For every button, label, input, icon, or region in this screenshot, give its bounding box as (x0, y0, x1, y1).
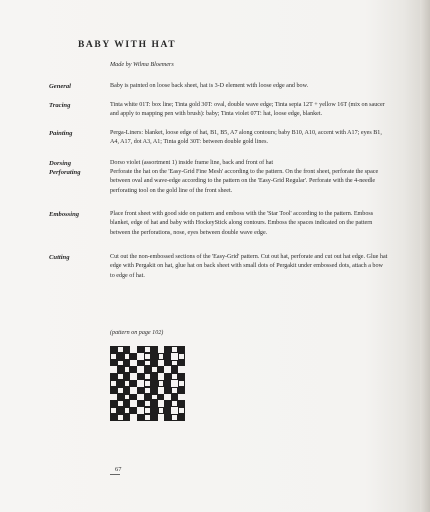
grid-cell (144, 373, 151, 380)
grid-cell (144, 366, 151, 373)
grid-cell (124, 380, 131, 387)
section-label: Perforating (49, 169, 81, 176)
grid-cell (124, 387, 131, 394)
grid-cell (164, 407, 171, 414)
grid-cell (130, 346, 137, 353)
grid-cell (158, 414, 165, 421)
grid-cell (124, 414, 131, 421)
section-text: Perforate the hat on the 'Easy-Grid Fine Mesh' according to the pattern. On the front sheet, perforate the space between oval and wave-edge according to the pattern on the 'Easy-Grid Regular'. Perforate with the 4-needle perforating tool on the gold line of the front sheet. (110, 169, 379, 194)
grid-cell (117, 387, 124, 394)
grid-cell (137, 380, 144, 387)
grid-cell (164, 360, 171, 367)
grid-cell (178, 407, 185, 414)
grid-cell (137, 387, 144, 394)
grid-cell (110, 414, 117, 421)
grid-cell (110, 380, 117, 387)
grid-cell (137, 373, 144, 380)
grid-cell (110, 346, 117, 353)
grid-cell (137, 366, 144, 373)
grid-cell (164, 414, 171, 421)
grid-cell (144, 394, 151, 401)
grid-cell (164, 353, 171, 360)
grid-cell (158, 366, 165, 373)
section-text: Dorso violet (assortment 1) inside frame line, back and front of hat (110, 160, 274, 166)
grid-cell (110, 353, 117, 360)
page-binding-shadow (420, 0, 430, 512)
grid-cell (117, 373, 124, 380)
section-text: Place front sheet with good side on pattern and emboss with the 'Star Tool' according to the pattern. Emboss blanket, edge of hat and baby with HockeyStick along contours. Emboss the spaces indicated on the pattern between the perforations, nose, eyes between double wave edge. (110, 211, 374, 236)
grid-cell (178, 380, 185, 387)
grid-cell (151, 414, 158, 421)
grid-cell (178, 373, 185, 380)
grid-cell (124, 394, 131, 401)
section-text: Perga-Liners: blanket, loose edge of hat, B1, B5, A7 along contours; baby B10, A10, accent with A17; eyes B1, A4, A17, dot A3, A1; Tinta gold 30T: between double gold lines. (110, 130, 382, 146)
grid-cell (151, 360, 158, 367)
grid-cell (137, 414, 144, 421)
grid-cell (158, 407, 165, 414)
grid-cell (171, 414, 178, 421)
grid-cell (117, 366, 124, 373)
grid-cell (171, 353, 178, 360)
grid-cell (130, 366, 137, 373)
grid-cell (137, 407, 144, 414)
grid-cell (171, 400, 178, 407)
grid-cell (178, 366, 185, 373)
grid-cell (137, 346, 144, 353)
grid-cell (151, 407, 158, 414)
grid-cell (158, 387, 165, 394)
grid-cell (110, 394, 117, 401)
grid-cell (117, 394, 124, 401)
grid-cell (178, 387, 185, 394)
grid-cell (110, 407, 117, 414)
grid-cell (124, 346, 131, 353)
grid-cell (137, 353, 144, 360)
page-title: BABY WITH HAT (78, 40, 177, 50)
grid-cell (110, 366, 117, 373)
grid-cell (171, 380, 178, 387)
byline: Made by Wilma Bloemers (110, 61, 174, 68)
grid-cell (158, 400, 165, 407)
grid-cell (171, 387, 178, 394)
grid-cell (130, 387, 137, 394)
grid-cell (158, 346, 165, 353)
grid-cell (130, 407, 137, 414)
section-label: Tracing (49, 102, 71, 109)
grid-cell (144, 360, 151, 367)
grid-cell (158, 353, 165, 360)
grid-cell (151, 387, 158, 394)
grid-cell (151, 400, 158, 407)
grid-cell (164, 346, 171, 353)
grid-cell (158, 373, 165, 380)
grid-cell (144, 400, 151, 407)
grid-cell (117, 414, 124, 421)
grid-cell (130, 360, 137, 367)
grid-cell (158, 360, 165, 367)
grid-cell (178, 400, 185, 407)
grid-cell (151, 373, 158, 380)
grid-cell (137, 400, 144, 407)
grid-cell (178, 414, 185, 421)
section-label: Embossing (49, 211, 80, 218)
grid-cell (110, 360, 117, 367)
section-label: Cutting (49, 254, 70, 261)
grid-cell (158, 380, 165, 387)
grid-cell (171, 360, 178, 367)
grid-cell (117, 346, 124, 353)
pattern-note: (pattern on page 102) (110, 330, 164, 336)
grid-cell (124, 400, 131, 407)
grid-cell (117, 380, 124, 387)
grid-cell (171, 394, 178, 401)
grid-cell (144, 380, 151, 387)
grid-cell (110, 373, 117, 380)
grid-cell (130, 373, 137, 380)
grid-cell (164, 380, 171, 387)
grid-cell (144, 407, 151, 414)
grid-cell (137, 360, 144, 367)
grid-cell (178, 394, 185, 401)
page-number: 67 (115, 466, 122, 473)
grid-cell (130, 380, 137, 387)
section-label: Dorsing (49, 160, 71, 167)
grid-cell (137, 394, 144, 401)
section-text: Cut out the non-embossed sections of the 'Easy-Grid' pattern. Cut out hat, perforate and cut out hat edge. Glue hat edge with Pergakit on hat, glue hat on back sheet with small dots of Pergakit under embossed dots, attach a bow to edge of hat. (110, 254, 388, 279)
grid-cell (117, 353, 124, 360)
grid-cell (124, 353, 131, 360)
grid-cell (164, 387, 171, 394)
page-number-rule (110, 474, 120, 475)
grid-cell (164, 366, 171, 373)
grid-cell (171, 407, 178, 414)
grid-cell (130, 353, 137, 360)
grid-cell (144, 353, 151, 360)
grid-cell (151, 380, 158, 387)
grid-cell (151, 394, 158, 401)
grid-cell (130, 400, 137, 407)
grid-cell (151, 353, 158, 360)
grid-cell (151, 346, 158, 353)
grid-cell (124, 366, 131, 373)
grid-cell (171, 366, 178, 373)
grid-cell (178, 346, 185, 353)
grid-cell (151, 366, 158, 373)
grid-cell (171, 373, 178, 380)
grid-cell (124, 407, 131, 414)
grid-cell (124, 373, 131, 380)
grid-cell (164, 400, 171, 407)
section-label: Painting (49, 130, 73, 137)
grid-cell (158, 394, 165, 401)
grid-cell (178, 360, 185, 367)
grid-cell (117, 400, 124, 407)
grid-cell (110, 400, 117, 407)
easy-grid-pattern (110, 346, 185, 421)
section-text: Tinta white 01T: box line; Tinta gold 30T: oval, double wave edge; Tinta sepia 12T + yellow 16T (mix on saucer and apply to mapping pen with brush): baby; Tinta violet 07T: hat, loose edge, blanket. (110, 102, 385, 118)
grid-cell (171, 346, 178, 353)
grid-cell (130, 394, 137, 401)
grid-cell (130, 414, 137, 421)
grid-cell (144, 387, 151, 394)
grid-cell (164, 394, 171, 401)
grid-cell (144, 414, 151, 421)
grid-cell (110, 387, 117, 394)
grid-cell (164, 373, 171, 380)
grid-cell (124, 360, 131, 367)
grid-cell (178, 353, 185, 360)
section-text: Baby is painted on loose back sheet, hat is 3-D element with loose edge and bow. (110, 83, 309, 89)
grid-cell (117, 360, 124, 367)
section-label: General (49, 83, 71, 90)
grid-cell (144, 346, 151, 353)
grid-cell (117, 407, 124, 414)
